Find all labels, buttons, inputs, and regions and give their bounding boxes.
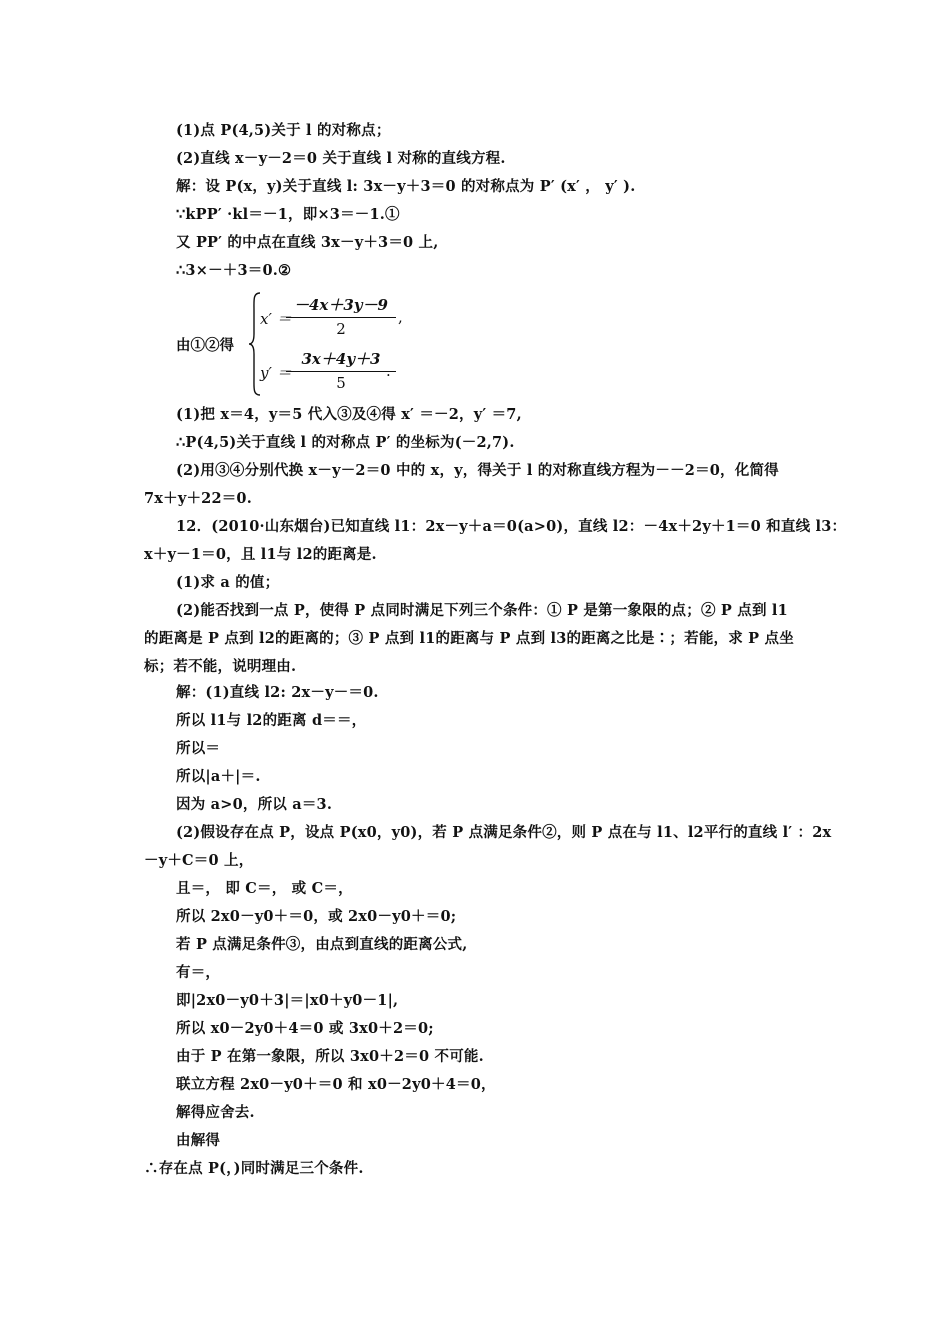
system-label: 由①②得 [176, 337, 234, 354]
text-line: 有＝， [176, 964, 221, 981]
text-line: 所以＝ [176, 740, 221, 757]
text-line: 若 P 点满足条件③，由点到直线的距离公式, [176, 936, 468, 953]
solution-line: 解：设 P(x，y)关于直线 l: 3x－y＋3＝0 的对称点为 P′ (x′ ， y′ ). [176, 178, 636, 195]
text-line: 所以|a＋|＝. [176, 768, 261, 785]
text-line: 由解得 [176, 1132, 221, 1149]
text-line: x＋y－1＝0，且 l1与 l2的距离是. [144, 546, 377, 563]
comma: , [398, 308, 403, 326]
text-line: (1)点 P(4,5)关于 l 的对称点； [176, 122, 391, 139]
denominator: 5 [336, 374, 346, 392]
period: . [386, 362, 391, 380]
text-line: 联立方程 2x0－y0＋＝0 和 x0－2y0＋4＝0， [176, 1076, 496, 1093]
text-line: 且＝， 即 C＝， 或 C＝， [176, 880, 353, 897]
equation-top-lhs: x′ ＝ [260, 310, 292, 328]
text-line: (2)能否找到一点 P，使得 P 点同时满足下列三个条件：① P 是第一象限的点；② P 点到 l1 [176, 602, 788, 619]
text-line: 由于 P 在第一象限，所以 3x0＋2＝0 不可能. [176, 1048, 484, 1065]
fraction-bottom [286, 348, 396, 392]
solution-line: 解：(1)直线 l2: 2x－y－＝0. [176, 684, 379, 701]
equation-system [176, 290, 436, 398]
text-line: 又 PP′ 的中点在直线 3x－y＋3＝0 上, [176, 234, 439, 251]
text-line: 即|2x0－y0＋3|＝|x0＋y0－1|, [176, 992, 399, 1009]
text-line: 所以 l1与 l2的距离 d＝＝， [176, 712, 367, 729]
equation-bottom-lhs: y′ ＝ [260, 364, 292, 382]
fraction-top [286, 294, 396, 338]
text-line: －y＋C＝0 上， [144, 852, 254, 869]
numerator: －4x＋3y－9 [286, 294, 396, 318]
text-line: ∵kPP′ ·kl＝－1，即×3＝－1.① [176, 206, 400, 223]
text-line: 7x＋y＋22＝0. [144, 490, 252, 507]
text-line: (1)把 x＝4，y＝5 代入③及④得 x′ ＝－2，y′ ＝7, [176, 406, 522, 423]
text-line: 解得应舍去. [176, 1104, 255, 1121]
numerator: 3x＋4y＋3 [286, 348, 396, 372]
conclusion-line: ∴存在点 P(，)同时满足三个条件. [144, 1160, 364, 1177]
text-line: (1)求 a 的值； [176, 574, 280, 591]
text-line: ∴P(4,5)关于直线 l 的对称点 P′ 的坐标为(－2,7). [176, 434, 515, 451]
text-line: (2)假设存在点 P，设点 P(x0，y0)，若 P 点满足条件②，则 P 点在与 l1、l2平行的直线 l′ ：2x [176, 824, 832, 841]
text-line: 标；若不能，说明理由. [144, 658, 297, 675]
text-line: 的距离是 P 点到 l2的距离的；③ P 点到 l1的距离与 P 点到 l3的距离之比是∶；若能，求 P 点坐 [144, 630, 794, 647]
text-line: (2)用③④分别代换 x－y－2＝0 中的 x，y，得关于 l 的对称直线方程为－－2＝0，化简得 [176, 462, 779, 479]
problem-12-header: 12．(2010·山东烟台)已知直线 l1：2x－y＋a＝0(a>0)，直线 l2：－4x＋2y＋1＝0 和直线 l3： [176, 518, 847, 535]
text-line: 所以 2x0－y0＋＝0，或 2x0－y0＋＝0; [176, 908, 457, 925]
text-line: 所以 x0－2y0＋4＝0 或 3x0＋2＝0; [176, 1020, 434, 1037]
denominator: 2 [336, 320, 346, 338]
text-line: ∴3×－＋3＝0.② [176, 262, 292, 279]
text-line: (2)直线 x－y－2＝0 关于直线 l 对称的直线方程. [176, 150, 506, 167]
text-line: 因为 a>0，所以 a＝3. [176, 796, 333, 813]
